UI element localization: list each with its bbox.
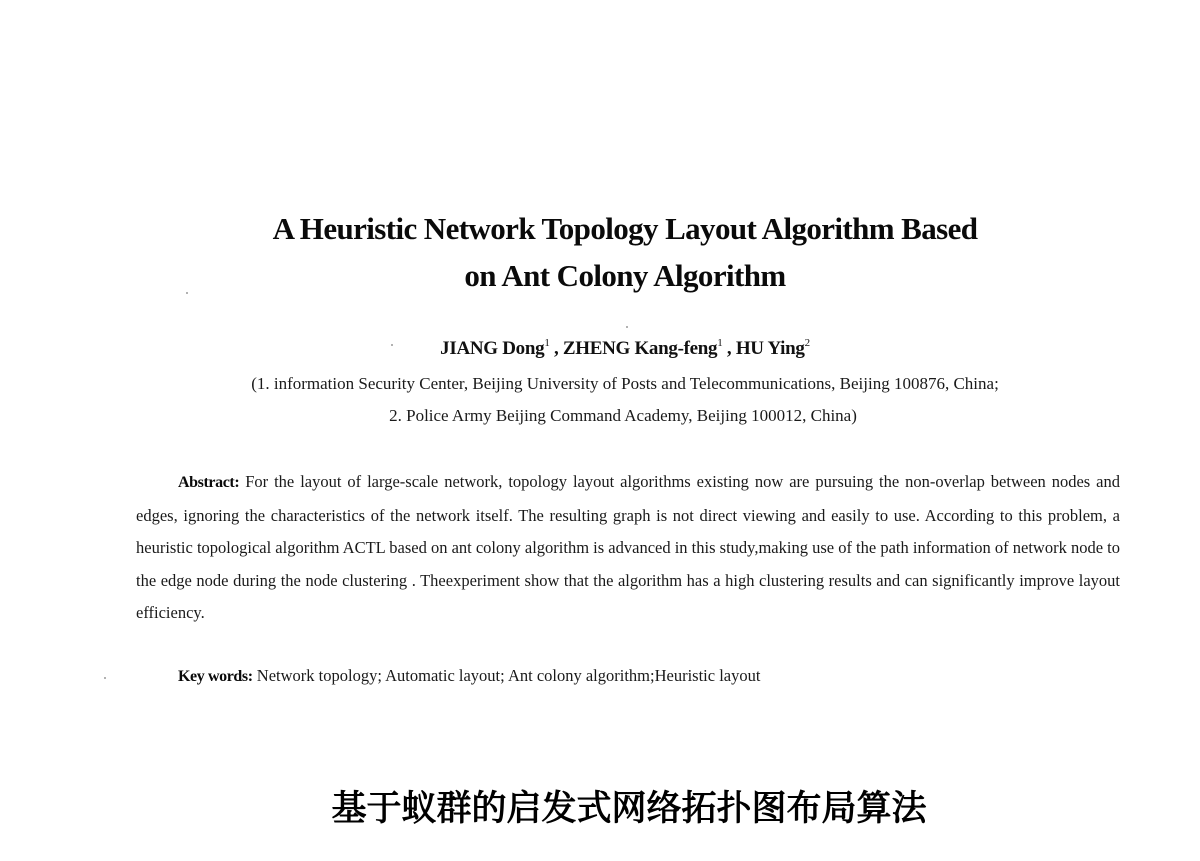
author-list (0, 334, 1200, 364)
keywords-label: Key words: (178, 668, 253, 685)
paper-title (0, 205, 1200, 299)
author-separator: , (549, 338, 563, 359)
paper-title-line-2: on Ant Colony Algorithm (464, 258, 786, 293)
keywords-line (178, 661, 1118, 692)
author-affiliation-mark: 1 (544, 337, 550, 349)
author-affiliation-mark: 1 (717, 337, 723, 349)
affiliation-2: 2. Police Army Beijing Command Academy, Beijing 100012, China) (389, 406, 857, 425)
abstract-text: For the layout of large-scale network, topology layout algorithms existing now are pursuing the non-overlap between nodes and edges, ignoring the characteristics of the network itself. The resulting graph is not direct viewing and easily to use. According to this problem, a heuristic topological algorithm ACTL based on ant colony algorithm is advanced in this study,making use of the path information of network node to the edge node during the node clustering . Theexperiment show that the algorithm has a high clustering results and can significantly improve layout efficiency. (136, 472, 1120, 622)
scan-speck (626, 326, 628, 328)
author-name: HU Ying (735, 338, 805, 359)
author-affiliation-mark: 2 (804, 337, 810, 349)
abstract-paragraph (136, 466, 1120, 630)
author-separator: , (722, 338, 736, 359)
scan-speck (104, 677, 106, 679)
affiliation-1: (1. information Security Center, Beijing University of Posts and Telecommunications, Beijing 100876, China; (251, 374, 999, 393)
keywords-text: Network topology; Automatic layout; Ant colony algorithm;Heuristic layout (252, 666, 761, 685)
author-name: ZHENG Kang-feng (562, 338, 718, 359)
abstract-label: Abstract: (178, 474, 240, 491)
paper-title-line-1: A Heuristic Network Topology Layout Algorithm Based (272, 211, 978, 246)
author-name: JIANG Dong (440, 338, 545, 359)
chinese-title: 基于蚁群的启发式网络拓扑图布局算法 (331, 789, 927, 829)
